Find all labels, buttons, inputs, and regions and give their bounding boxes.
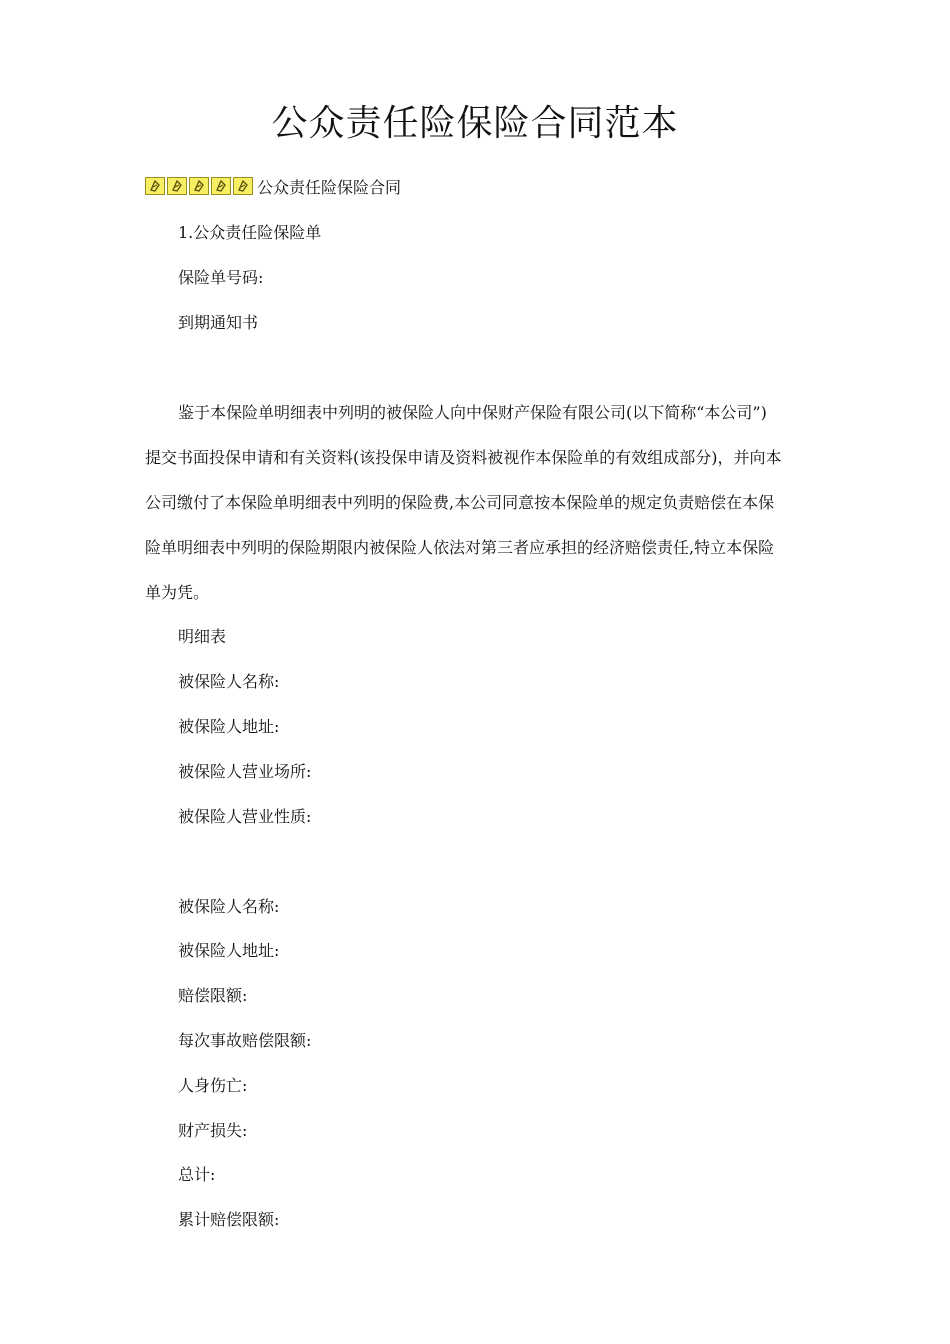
schedule-field: 被保险人营业性质: [178,807,312,826]
schedule-heading: 明细表 [178,627,227,646]
paragraph-line: 鉴于本保险单明细表中列明的被保险人向中保财产保险有限公司(以下简称“本公司”) [178,403,767,422]
schedule-field: 财产损失: [178,1121,248,1140]
document-icon [145,177,165,195]
paragraph-line: 提交书面投保申请和有关资料(该投保申请及资料被视作本保险单的有效组成部分)，并向本 [145,448,782,467]
document-icon [189,177,209,195]
section-heading: 1.公众责任险保险单 [178,223,322,242]
paragraph-line: 公司缴付了本保险单明细表中列明的保险费,本公司同意按本保险单的规定负责赔偿在本保 [145,493,775,512]
renewal-notice: 到期通知书 [178,313,259,332]
schedule-field: 被保险人名称: [178,672,280,691]
schedule-field: 被保险人地址: [178,717,280,736]
schedule-field: 总计: [178,1165,216,1184]
schedule-field: 赔偿限额: [178,986,248,1005]
document-icon [211,177,231,195]
schedule-field: 被保险人名称: [178,897,280,916]
document-title: 公众责任险保险合同范本 [271,103,679,144]
rating-icons [145,177,253,195]
schedule-field: 被保险人地址: [178,941,280,960]
paragraph-line: 险单明细表中列明的保险期限内被保险人依法对第三者应承担的经济赔偿责任,特立本保险 [145,538,775,557]
schedule-field: 每次事故赔偿限额: [178,1031,312,1050]
document-subtitle: 公众责任险保险合同 [257,177,402,197]
schedule-field: 被保险人营业场所: [178,762,312,781]
schedule-field: 累计赔偿限额: [178,1210,280,1229]
schedule-field: 人身伤亡: [178,1076,248,1095]
policy-number-label: 保险单号码: [178,268,264,287]
subtitle-row [145,174,401,198]
document-icon [233,177,253,195]
document-icon [167,177,187,195]
paragraph-line: 单为凭。 [145,583,210,602]
